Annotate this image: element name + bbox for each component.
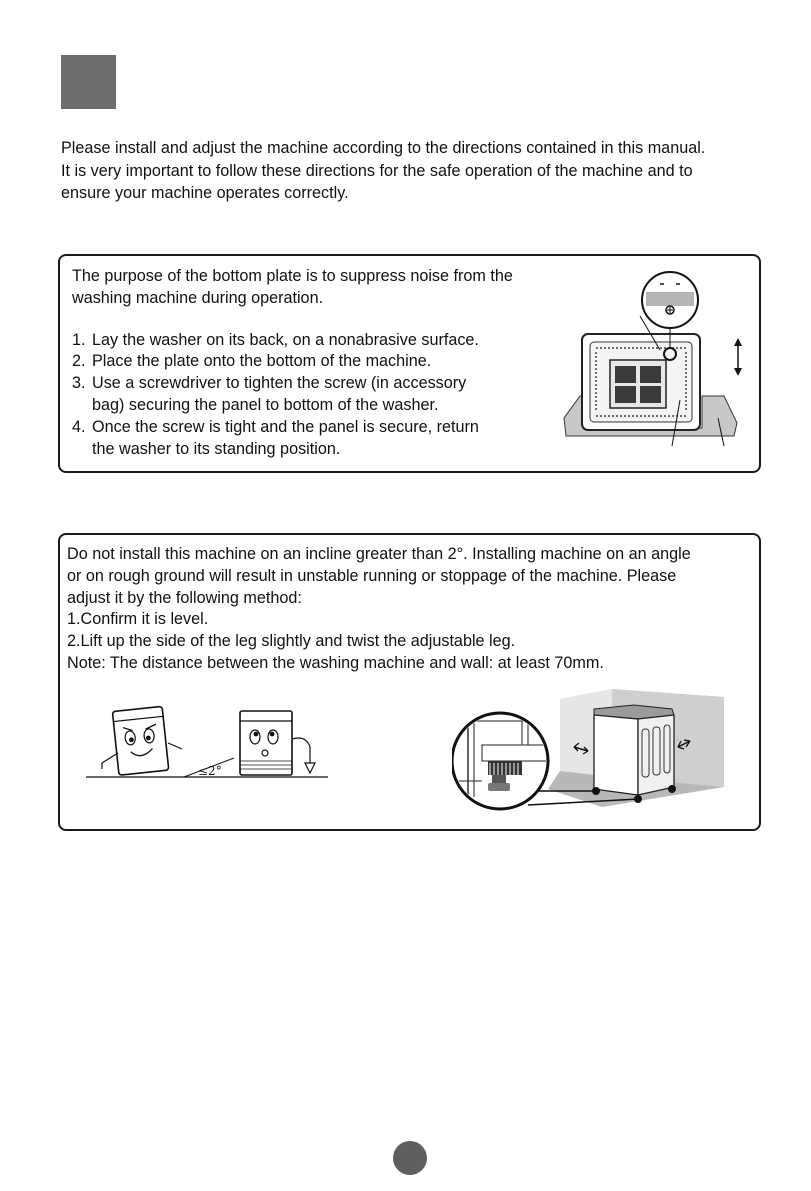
intro-line-1: Please install and adjust the machine according to the directions contained in this manual. [61,139,706,157]
leveling-line-3: adjust it by the following method: [67,588,302,607]
bottom-plate-box [58,254,761,473]
leveling-instructions [67,544,757,675]
washer-bottom-plate-illustration [552,268,752,448]
leveling-line-6: Note: The distance between the washing machine and wall: at least 70mm. [67,653,604,672]
leveling-line-4: 1.Confirm it is level. [67,610,209,629]
step-1: 1. Lay the washer on its back, on a nonabrasive surface. [72,330,479,349]
step-4: 4. Once the screw is tight and the panel is secure, return the washer to its standing position. [72,417,479,458]
section-heading-marker [61,55,116,109]
purpose-line-1: The purpose of the bottom plate is to suppress noise from the [72,267,513,285]
level-check-cartoon [84,703,334,783]
leveling-line-5: 2.Lift up the side of the leg slightly and twist the adjustable leg. [67,632,516,651]
bottom-plate-instructions [72,266,562,460]
purpose-line-2: washing machine during operation. [72,288,324,307]
page-number-marker [393,1141,427,1175]
leveling-box [58,533,761,831]
leveling-line-1: Do not install this machine on an incline greater than 2°. Installing machine on an angle [67,545,691,563]
step-2: 2. Place the plate onto the bottom of the machine. [72,352,432,371]
intro-paragraph [61,137,791,205]
step-3: 3. Use a screwdriver to tighten the screw (in accessory bag) securing the panel to bottom of the washer. [72,374,467,414]
intro-line-3: ensure your machine operates correctly. [61,184,349,202]
leveling-line-2: or on rough ground will result in unstable running or stoppage of the machine. Please [67,566,677,585]
angle-label: ≤2° [198,764,222,778]
intro-line-2: It is very important to follow these directions for the safe operation of the machine and to [61,161,693,180]
wall-clearance-illustration [452,685,726,817]
